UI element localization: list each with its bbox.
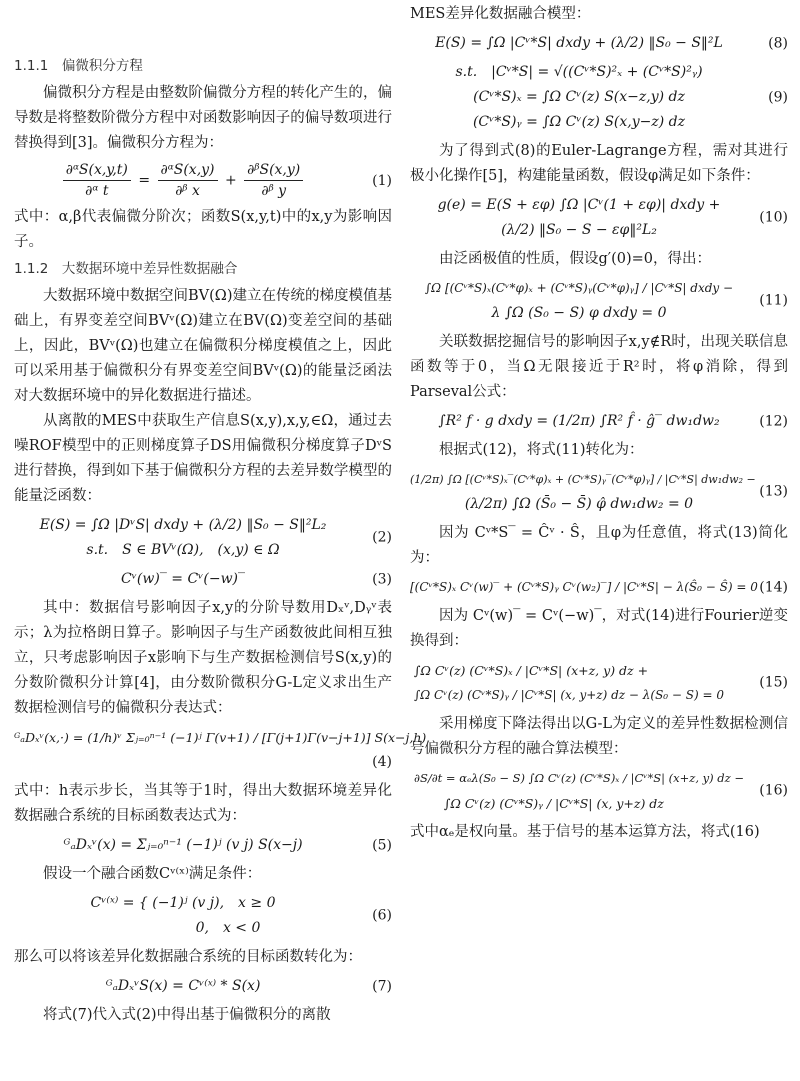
equation-line: [(Cᵛ*S)ₓ Cᵛ(w)‾ + (Cᵛ*S)ᵧ Cᵛ(w₂)‾] / |Cᵛ*S| − λ(Ŝ₀ − Ŝ) = 0 xyxy=(410,580,758,594)
equation-line: (λ/2π) ∫Ω (S̄₀ − S̄) φ̂ dw₁dw₂ = 0 xyxy=(464,496,694,512)
equation-line: E(S) = ∫Ω |DᵛS| dxdy + (λ/2) ‖S₀ − S‖²L₂ xyxy=(39,517,327,533)
equation-line: Cᵛ(w)‾ = Cᵛ(−w)‾ xyxy=(120,571,246,587)
equation-number: (4) xyxy=(372,754,392,770)
numerator: ∂ᵅS(x,y,t) xyxy=(63,160,131,181)
paragraph: 假设一个融合函数Cᵛ⁽ˣ⁾满足条件： xyxy=(43,866,262,882)
equation-2 xyxy=(14,513,392,563)
paragraph: 偏微积分方程是由整数阶偏微分方程的转化产生的，偏导数是将整数阶微分方程中对函数影响因子的偏导数项进行替换得到[3]。偏微积分方程为： xyxy=(14,85,392,151)
equation-line: Cᵛ⁽ˣ⁾ = { (−1)ʲ (v j), x ≥ 0 xyxy=(90,895,276,911)
equation-8 xyxy=(410,31,788,56)
equation-number: (14) xyxy=(759,579,788,595)
equation-line: (λ/2) ‖S₀ − S − εφ‖²L₂ xyxy=(501,222,657,238)
denominator: ∂ᵝ x xyxy=(175,183,200,199)
section-heading-1-1-1: 1.1.1 偏微积分方程 xyxy=(14,58,143,74)
equation-line: ᴳₐDₓᵛ(x) = Σⱼ₌₀ⁿ⁻¹ (−1)ʲ (v j) S(x−j) xyxy=(63,837,303,853)
equation-number: (15) xyxy=(759,674,788,691)
left-column xyxy=(14,52,427,1028)
equation-number: (7) xyxy=(372,978,392,994)
paragraph: 其中：数据信号影响因子x,y的分阶导数用Dₓᵛ,Dᵧᵛ表示；λ为拉格朗日算子。影响因子与生产函数彼此间相互独立，只考虑影响因子x影响下与生产数据检测信号S(x,y)的分数阶微积分计算[4]，由分数阶微积分G-L定义求出生产数据检测信号的偏微积分表达式： xyxy=(14,600,392,716)
equation-line: s.t. S ∈ BVᵛ(Ω), (x,y) ∈ Ω xyxy=(86,542,280,558)
equation-line: ∫R² f · g dxdy = (1/2π) ∫R² f̂ · ĝ‾ dw₁dw₂ xyxy=(438,413,720,429)
equation-line: λ ∫Ω (S₀ − S) φ dxdy = 0 xyxy=(491,305,667,321)
equation-3 xyxy=(14,567,392,592)
equation-11 xyxy=(410,276,788,326)
equation-line: s.t. |Cᵛ*S| = √((Cᵛ*S)²ₓ + (Cᵛ*S)²ᵧ) xyxy=(455,64,703,80)
equation-line: (Cᵛ*S)ᵧ = ∫Ω Cᵛ(z) S(x,y−z) dz xyxy=(472,114,686,130)
equation-12 xyxy=(410,409,788,434)
paragraph: 为了得到式(8)的Euler-Lagrange方程，需对其进行极小化操作[5]，构建能量函数，假设φ满足如下条件： xyxy=(410,143,788,184)
equation-line: 0, x < 0 xyxy=(195,920,261,936)
paragraph: 由泛函极值的性质，假设g′(0)=0，得出： xyxy=(439,251,711,267)
equation-line: g(e) = E(S + εφ) ∫Ω |Cᵛ(1 + εφ)| dxdy + xyxy=(437,197,721,213)
paragraph: 大数据环境中数据空间BV(Ω)建立在传统的梯度模值基础上，有界变差空间BVᵛ(Ω)建立在BV(Ω)变差空间的基础上，因此，BVᵛ(Ω)也建立在偏微积分梯度模值之上，因此可以采用基于偏微积分有界变差空间BVᵛ(Ω)的能量泛函法对大数据环境中的异化数据进行描述。 xyxy=(14,288,392,404)
equation-14 xyxy=(410,575,788,600)
equation-line: ∫Ω [(Cᵛ*S)ₓ(Cᵛ*φ)ₓ + (Cᵛ*S)ᵧ(Cᵛ*φ)ᵧ] / |Cᵛ*S| dxdy − xyxy=(424,281,734,295)
paragraph: 因为 Cᵛ(w)‾ = Cᵛ(−w)‾，对式(14)进行Fourier逆变换得到： xyxy=(410,608,788,649)
paragraph: 从离散的MES中获取生产信息S(x,y),x,y,∈Ω，通过去噪ROF模型中的正则梯度算子DS用偏微积分梯度算子DᵛS进行替换，得到如下基于偏微积分方程的去差异数学模型的能量泛函数： xyxy=(14,413,392,504)
paragraph: 将式(7)代入式(2)中得出基于偏微积分的离散 xyxy=(43,1007,331,1023)
equation-1: $\frac{\text{∂ᵅS(x,y,t)}}{\text{∂ᵅ t}}$ = $\frac{\text{∂ᵅS(x,y)}}{\text{∂ᵝ x}}$ + $\frac{\text{∂ᵝS(x,y)}}{\text{∂ᵝ y}}$ (1) xyxy=(14,160,392,201)
paragraph: 式中αₑ是权向量。基于信号的基本运算方法，将式(16) xyxy=(410,824,760,840)
right-column xyxy=(410,2,788,845)
equation-line: ∫Ω Cᵛ(z) (Cᵛ*S)ᵧ / |Cᵛ*S| (x, y+z) dz − λ(S₀ − S) = 0 xyxy=(414,688,725,702)
equation-line: (1/2π) ∫Ω [(Cᵛ*S)ₓ‾(Cᵛ*φ)ₓ + (Cᵛ*S)ᵧ‾(Cᵛ*φ)ᵧ] / |Cᵛ*S| dw₁dw₂ − xyxy=(410,473,756,486)
equation-16 xyxy=(410,766,788,816)
denominator: ∂ᵅ t xyxy=(85,183,109,199)
paragraph: 根据式(12)，将式(11)转化为： xyxy=(439,442,644,458)
numerator: ∂ᵅS(x,y) xyxy=(158,160,218,181)
equation-13 xyxy=(410,467,788,517)
equation-number: (12) xyxy=(759,413,788,429)
equation-number: (6) xyxy=(372,907,392,924)
equation-number: (10) xyxy=(759,209,788,226)
equation-line: ∫Ω Cᵛ(z) (Cᵛ*S)ₓ / |Cᵛ*S| (x+z, y) dz + xyxy=(414,663,649,678)
section-heading-1-1-2: 1.1.2 大数据环境中差异性数据融合 xyxy=(14,261,238,277)
numerator: ∂ᵝS(x,y) xyxy=(244,160,303,181)
paragraph: 那么可以将该差异化数据融合系统的目标函数转化为： xyxy=(14,949,362,965)
paragraph: 采用梯度下降法得出以G-L为定义的差异性数据检测信号偏微积分方程的融合算法模型： xyxy=(410,716,788,757)
equation-number: (2) xyxy=(372,529,392,546)
equation-9 xyxy=(410,60,788,135)
equation-line: ∂S/∂t = αₑλ(S₀ − S) ∫Ω Cᵛ(z) (Cᵛ*S)ₓ / |Cᵛ*S| (x+z, y) dz − xyxy=(414,771,745,785)
equation-6 xyxy=(14,891,392,941)
denominator: ∂ᵝ y xyxy=(261,183,287,199)
equation-10 xyxy=(410,193,788,243)
equation-number: (5) xyxy=(372,837,392,853)
equation-number: (9) xyxy=(768,89,788,105)
equation-number: (13) xyxy=(759,483,788,500)
equation-number: (3) xyxy=(372,571,392,587)
equation-5 xyxy=(14,833,392,858)
equation-number: (1) xyxy=(372,172,392,189)
equation-15 xyxy=(410,658,788,708)
fraction xyxy=(63,160,131,201)
fraction xyxy=(244,160,303,201)
equation-line: ᴳₐDₓᵛ(x,·) = (1/h)ᵛ Σⱼ₌₀ⁿ⁻¹ (−1)ʲ Γ(v+1) / [Γ(j+1)Γ(v−j+1)] S(x−j,h) xyxy=(14,730,427,745)
paragraph: MES差异化数据融合模型： xyxy=(410,6,591,22)
equation-line: (Cᵛ*S)ₓ = ∫Ω Cᵛ(z) S(x−z,y) dz xyxy=(473,89,685,105)
equation-number: (11) xyxy=(759,292,788,309)
equation-number: (8) xyxy=(768,35,788,51)
equation-number: (16) xyxy=(759,782,788,799)
equation-7 xyxy=(14,974,392,999)
equation-line: E(S) = ∫Ω |Cᵛ*S| dxdy + (λ/2) ‖S₀ − S‖²L xyxy=(435,35,723,51)
paragraph: 因为 Cᵛ*S‾ = Ĉᵛ · Ŝ，且φ为任意值，将式(13)简化为： xyxy=(410,525,788,566)
paragraph: 关联数据挖掘信号的影响因子x,y∉R时，出现关联信息函数等于0，当Ω无限接近于R²时，将φ消除，得到Parseval公式： xyxy=(410,334,788,400)
equation-line: ᴳₐDₓᵛS(x) = Cᵛ⁽ˣ⁾ * S(x) xyxy=(105,978,261,994)
fraction xyxy=(158,160,218,201)
paragraph: 式中：h表示步长，当其等于1时，得出大数据环境差异化数据融合系统的目标函数表达式为： xyxy=(14,783,392,824)
equation-4 xyxy=(14,725,427,775)
equation-line: ∫Ω Cᵛ(z) (Cᵛ*S)ᵧ / |Cᵛ*S| (x, y+z) dz xyxy=(444,796,664,811)
paragraph: 式中：α,β代表偏微分阶次；函数S(x,y,t)中的x,y为影响因子。 xyxy=(14,209,392,250)
